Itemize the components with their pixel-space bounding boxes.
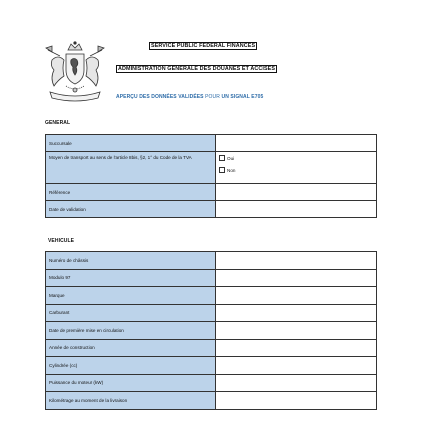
subtitle-part3: UN SIGNAL E705 [221, 94, 264, 100]
brand-field[interactable] [216, 287, 377, 305]
header-ministry [149, 42, 257, 50]
table-row [46, 135, 377, 152]
row-label: Date de validation [46, 201, 216, 218]
table-row [46, 339, 377, 357]
table-row [46, 304, 377, 322]
option-label: Oui [227, 155, 235, 161]
option-non[interactable] [219, 164, 373, 176]
section-title-general: GENERAL [45, 120, 71, 126]
row-label: Marque [46, 287, 216, 305]
table-row [46, 322, 377, 340]
checkbox-oui[interactable] [219, 155, 225, 161]
table-row [46, 392, 377, 410]
engine-power-field[interactable] [216, 374, 377, 392]
subtitle-part2: POUR [205, 94, 220, 100]
belgian-coat-of-arms-icon [44, 40, 106, 106]
reference-field[interactable] [216, 184, 377, 201]
row-label: Année de construction [46, 339, 216, 357]
vehicule-table [45, 251, 377, 410]
option-label: Non [227, 167, 236, 173]
table-row [46, 287, 377, 305]
row-label: Carburant [46, 304, 216, 322]
table-row [46, 152, 377, 184]
header-line2: ADMINISTRATION GÉNÉRALE DES DOUANES ET ACCISES [118, 66, 276, 72]
table-row [46, 252, 377, 270]
construction-year-field[interactable] [216, 339, 377, 357]
option-oui[interactable] [219, 152, 373, 164]
first-registration-date-field[interactable] [216, 322, 377, 340]
checkbox-non[interactable] [219, 167, 225, 173]
fuel-field[interactable] [216, 304, 377, 322]
row-label: Kilométrage au moment de la livraison [46, 392, 216, 410]
mileage-field[interactable] [216, 392, 377, 410]
general-table [45, 134, 377, 218]
row-label: Date de première mise en circulation [46, 322, 216, 340]
header-subtitle [116, 93, 263, 101]
row-label: Moyen de transport au sens de l'article 8bis, §2, 1° du Code de la TVA [46, 152, 216, 184]
table-row [46, 374, 377, 392]
row-label: Cylindrée (cc) [46, 357, 216, 375]
transport-options [216, 152, 377, 184]
modulo-97-field[interactable] [216, 269, 377, 287]
succursale-field[interactable] [216, 135, 377, 152]
header-administration [116, 65, 277, 73]
table-row [46, 184, 377, 201]
row-label: Modulo 97 [46, 269, 216, 287]
header-line1: SERVICE PUBLIC FEDERAL FINANCES [151, 43, 256, 49]
validation-date-field[interactable] [216, 201, 377, 218]
table-row [46, 201, 377, 218]
row-label: Puissance du moteur (kW) [46, 374, 216, 392]
subtitle-part1: APERÇU DES DONNÉES VALIDÉES [116, 94, 204, 100]
section-title-vehicule: VEHICULE [48, 238, 75, 244]
row-label: Numéro de châssis [46, 252, 216, 270]
row-label: Référence [46, 184, 216, 201]
row-label: Succursale [46, 135, 216, 152]
displacement-field[interactable] [216, 357, 377, 375]
table-row [46, 357, 377, 375]
table-row [46, 269, 377, 287]
chassis-number-field[interactable] [216, 252, 377, 270]
